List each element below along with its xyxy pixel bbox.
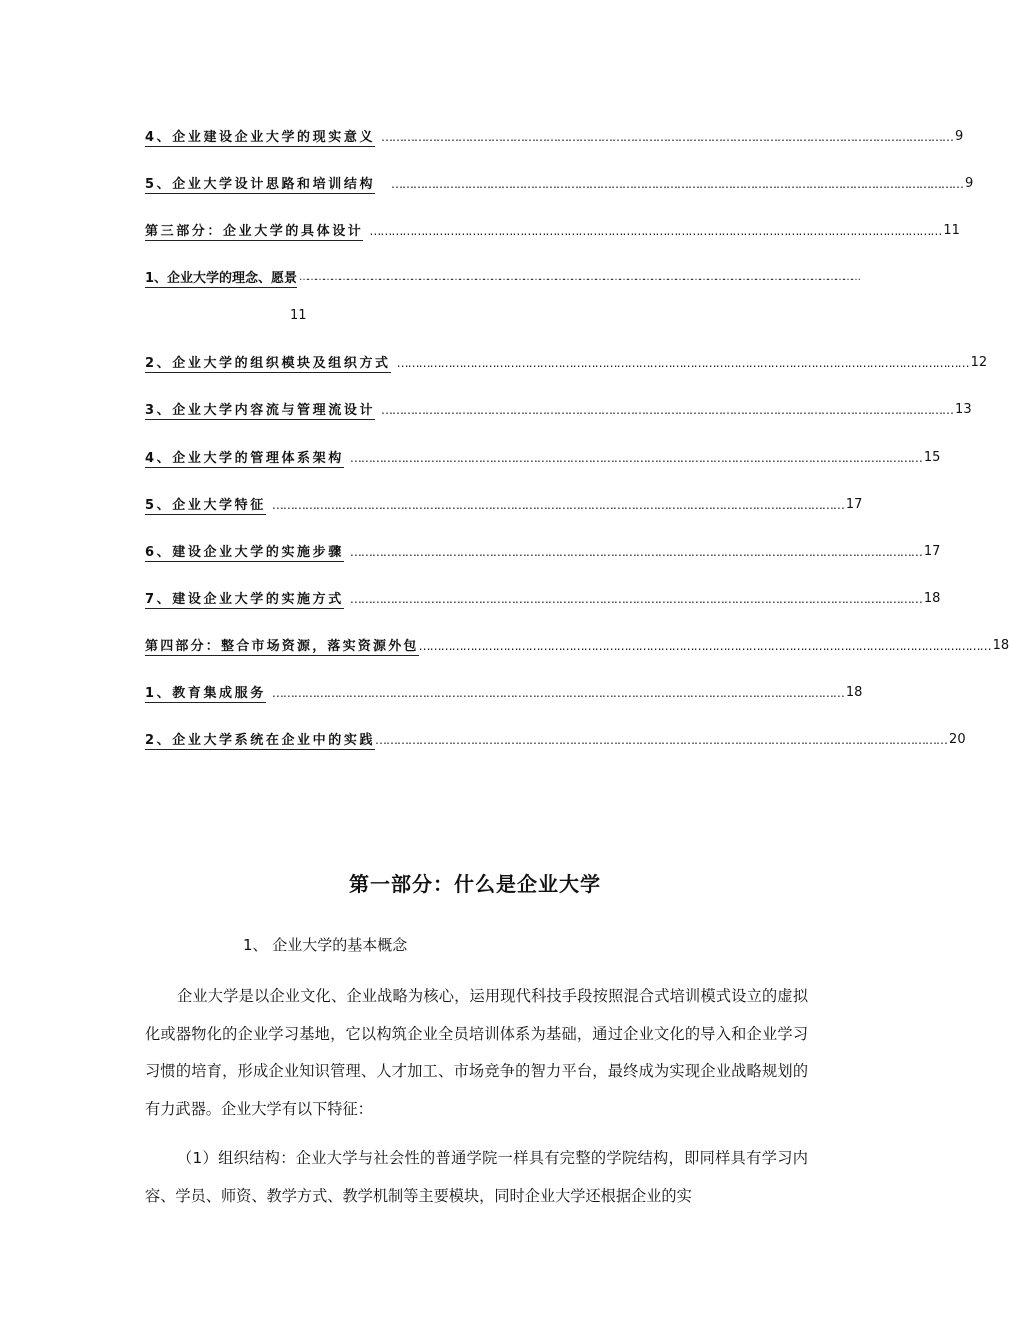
toc-entry[interactable] <box>145 448 941 468</box>
toc-leader-dots: ………………………………………………………………………………………………………………………………………… <box>396 356 969 370</box>
toc-leader-dots: ………………………………………………………………………………………………………………………………………… <box>381 130 954 144</box>
toc-entry[interactable] <box>145 353 988 373</box>
toc-entry-label: 2、企业大学的组织模块及组织方式 <box>145 356 391 371</box>
toc-leader-dots: ………………………………………………………………………………………………………………………………………………………………………………………… <box>299 272 860 283</box>
toc-entry-label: 1、企业大学的理念、愿景 <box>145 271 298 286</box>
section-title: 第一部分：什么是企业大学 <box>349 872 601 896</box>
toc-page-number: 12 <box>970 355 988 370</box>
paragraph-text: （1）组织结构：企业大学与社会性的普通学院一样具有完整的学院结构，即同样具有学习内容、学员、师资、教学方式、教学机制等主要模块，同时企业大学还根据企业的实 <box>145 1149 808 1205</box>
toc-entry[interactable] <box>145 221 960 241</box>
toc-entry-label: 第四部分：整合市场资源，落实资源外包 <box>145 639 419 654</box>
toc-entry-label: 1、教育集成服务 <box>145 686 266 701</box>
body-paragraph <box>145 1140 808 1215</box>
toc-entry[interactable] <box>145 174 974 194</box>
toc-page-number: 15 <box>923 450 941 465</box>
toc-entry-label: 4、企业建设企业大学的现实意义 <box>145 130 376 145</box>
toc-leader-dots: ………………………………………………………………………………………………………………………………………… <box>271 498 844 512</box>
toc-entry-label: 2、企业大学系统在企业中的实践 <box>145 733 376 748</box>
toc-leader-dots: ………………………………………………………………………………………………………………………………………… <box>271 686 844 700</box>
toc-entry-label: 3、企业大学内容流与管理流设计 <box>145 403 376 418</box>
toc-page-number: 18 <box>845 685 863 700</box>
toc-page-number: 20 <box>949 732 966 747</box>
toc-leader-dots: ………………………………………………………………………………………………………………………………………… <box>349 545 922 559</box>
toc-entry-label: 7、建设企业大学的实施方式 <box>145 592 344 607</box>
toc-page-number: 18 <box>992 638 1009 653</box>
toc-entry[interactable] <box>145 400 972 420</box>
toc-page-number: 9 <box>955 129 964 144</box>
toc-entry-label: 5、企业大学设计思路和培训结构 <box>145 177 376 192</box>
toc-entry-label: 5、企业大学特征 <box>145 498 266 513</box>
toc-leader-dots: ………………………………………………………………………………………………………………………………………… <box>375 733 948 747</box>
toc-leader-dots: ………………………………………………………………………………………………………………………………………… <box>418 639 991 653</box>
toc-entry[interactable] <box>145 127 964 147</box>
paragraph-text: 企业大学是以企业文化、企业战略为核心，运用现代科技手段按照混合式培训模式设立的虚拟化或器物化的企业学习基地，它以构筑企业全员培训体系为基础，通过企业文化的导入和企业学习习惯的培育，形成企业知识管理、人才加工、市场竞争的智力平台，最终成为实现企业战略规划的有力武器。企业大学有以下特征： <box>145 987 808 1118</box>
toc-leader-dots: ………………………………………………………………………………………………………………………………………… <box>369 224 942 238</box>
toc-leader-dots: ………………………………………………………………………………………………………………………………………… <box>349 592 922 606</box>
toc-entry[interactable] <box>145 542 941 562</box>
toc-entry-label: 6、建设企业大学的实施步骤 <box>145 545 344 560</box>
toc-entry[interactable] <box>145 730 966 750</box>
toc-entry[interactable] <box>145 589 941 609</box>
body-paragraph <box>145 978 808 1128</box>
toc-entry[interactable] <box>145 495 863 515</box>
toc-entry-label: 第三部分：企业大学的具体设计 <box>145 224 364 239</box>
toc-page-number: 11 <box>943 223 960 238</box>
toc-page-number: 9 <box>965 176 974 191</box>
toc-page-number: 17 <box>923 544 941 559</box>
toc-page-number: 13 <box>955 402 972 417</box>
subsection-title: 1、 企业大学的基本概念 <box>243 936 408 954</box>
toc-leader-dots: ………………………………………………………………………………………………………………………………………… <box>349 451 922 465</box>
toc-leader-dots: ………………………………………………………………………………………………………………………………………… <box>391 177 964 191</box>
toc-entry[interactable] <box>145 683 863 703</box>
toc-page-number: 18 <box>923 591 941 606</box>
toc-entry[interactable] <box>145 268 860 288</box>
toc-entry[interactable] <box>145 636 1009 656</box>
toc-page-number: 17 <box>845 497 863 512</box>
toc-page-number-wrapped: 11 <box>290 308 307 323</box>
toc-entry-label: 4、企业大学的管理体系架构 <box>145 451 344 466</box>
toc-leader-dots: ………………………………………………………………………………………………………………………………………… <box>381 403 954 417</box>
